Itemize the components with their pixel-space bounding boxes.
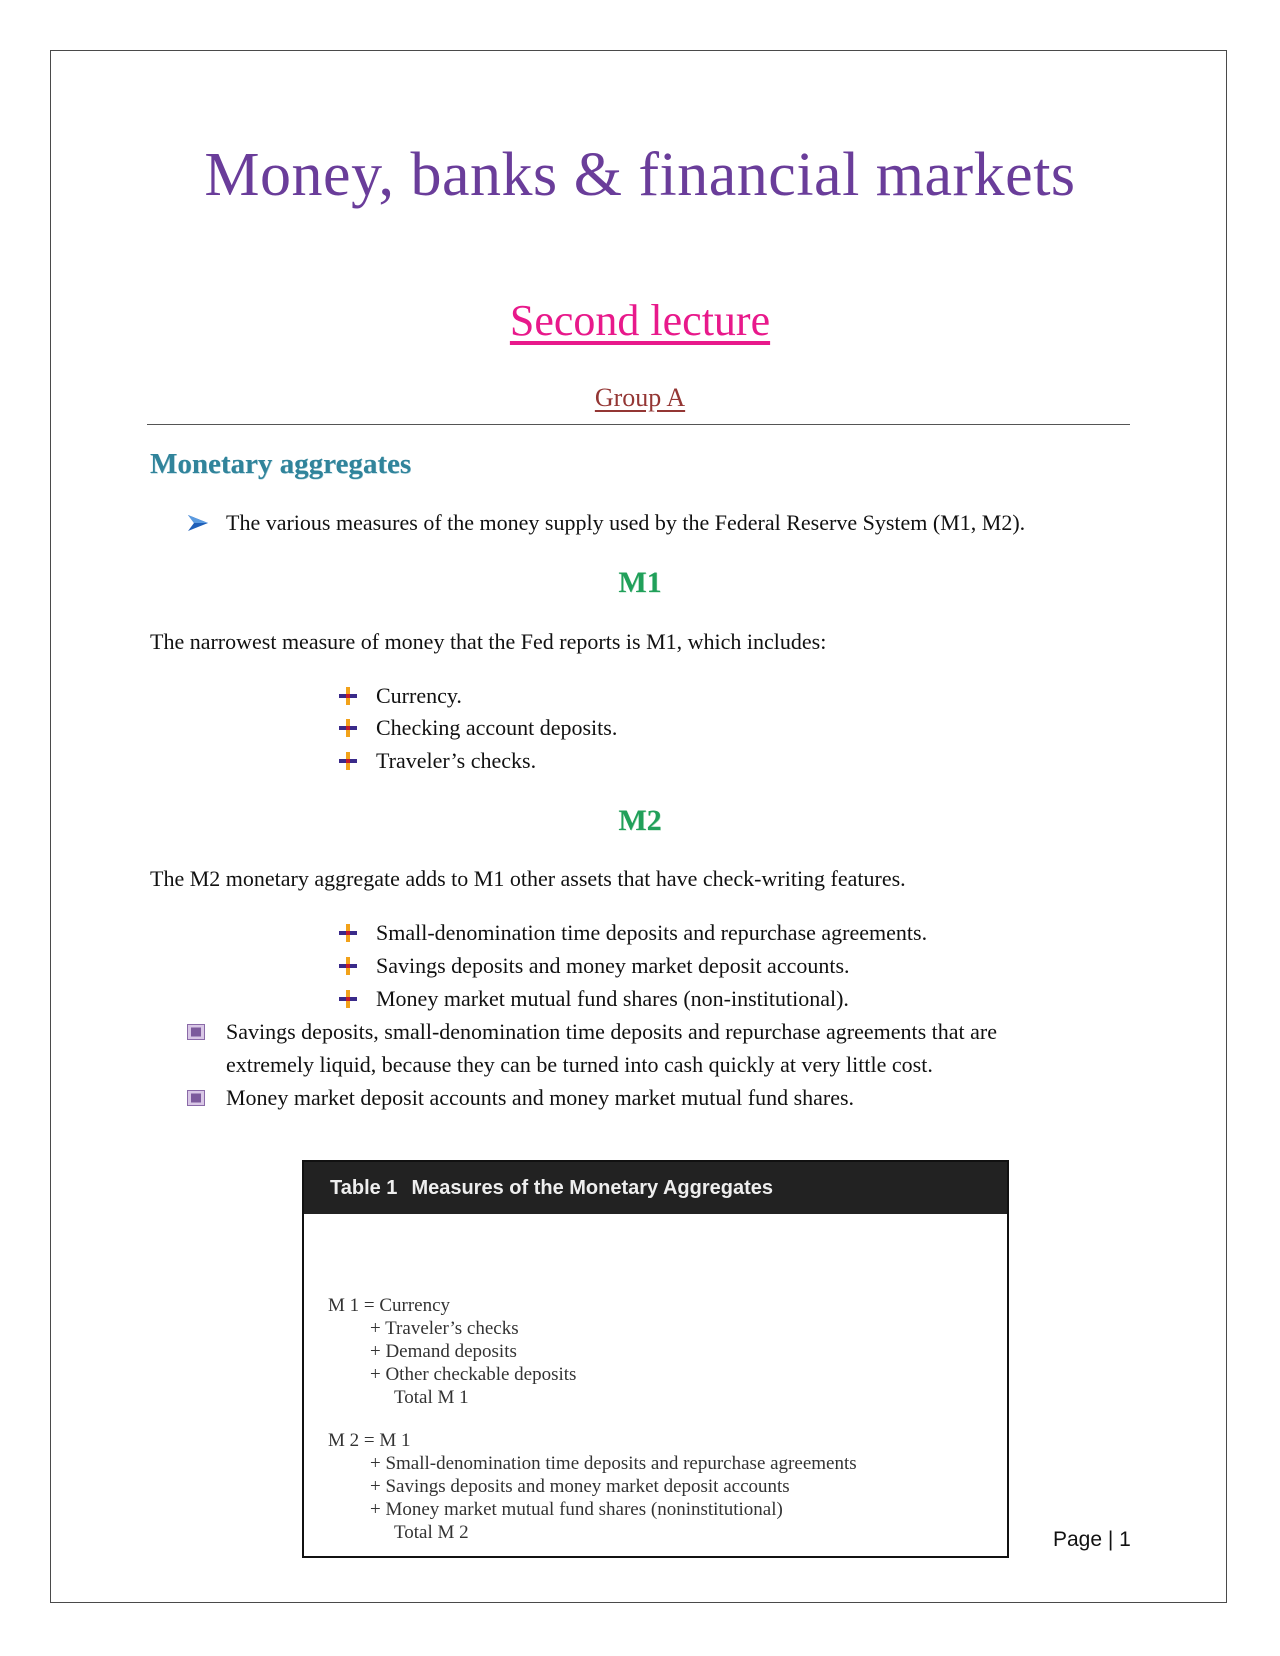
m1-item: Traveler’s checks. (376, 748, 537, 773)
m1-item: Checking account deposits. (376, 715, 618, 740)
group-label: Group A (594, 383, 686, 412)
m1-intro: The narrowest measure of money that the Fed reports is M1, which includes: (150, 629, 827, 654)
table-m2-line: + Money market mutual fund shares (noninstitutional) (370, 1499, 783, 1520)
square-bullet-icon (187, 1024, 205, 1040)
lecture-subtitle: Second lecture (509, 296, 771, 345)
plus-bullet-icon (338, 989, 358, 1009)
m2-item: Small-denomination time deposits and repurchase agreements. (376, 920, 928, 945)
section-heading-monetary-aggregates: Monetary aggregates (150, 448, 412, 480)
table-m2-line: Total M 2 (394, 1522, 469, 1543)
plus-bullet-icon (338, 751, 358, 771)
table-m2-line: M 2 = M 1 (328, 1430, 411, 1451)
square-bullet-icon (187, 1090, 205, 1106)
m2-note-line: extremely liquid, because they can be turned into cash quickly at very little cost. (226, 1052, 933, 1077)
table-m2-line: + Savings deposits and money market deposit accounts (370, 1476, 790, 1497)
m2-heading: M2 (618, 804, 662, 837)
page-number: Page | 1 (1053, 1528, 1131, 1551)
table-header (304, 1162, 1007, 1214)
table-m1-line: Total M 1 (394, 1387, 469, 1408)
m2-intro: The M2 monetary aggregate adds to M1 other assets that have check-writing features. (150, 866, 906, 891)
m2-item: Money market mutual fund shares (non-institutional). (376, 986, 849, 1011)
monetary-aggregates-table (302, 1160, 1009, 1558)
arrow-bullet-icon (187, 513, 209, 533)
m1-heading: M1 (618, 566, 662, 599)
table-m1-line: M 1 = Currency (328, 1295, 451, 1316)
plus-bullet-icon (338, 686, 358, 706)
table-m1-line: + Traveler’s checks (370, 1318, 519, 1339)
table-number: Table 1 (330, 1177, 398, 1199)
plus-bullet-icon (338, 923, 358, 943)
monetary-aggregates-bullet: The various measures of the money supply used by the Federal Reserve System (M1, M2). (226, 510, 1026, 535)
m2-item: Savings deposits and money market deposit accounts. (376, 953, 850, 978)
m2-note-line: Money market deposit accounts and money market mutual fund shares. (226, 1085, 855, 1110)
document-title: Money, banks & financial markets (204, 141, 1076, 209)
horizontal-rule (147, 424, 1130, 425)
table-m1-line: + Other checkable deposits (370, 1364, 577, 1385)
plus-bullet-icon (338, 718, 358, 738)
plus-bullet-icon (338, 956, 358, 976)
table-m2-line: + Small-denomination time deposits and repurchase agreements (370, 1453, 857, 1474)
table-title: Measures of the Monetary Aggregates (411, 1177, 774, 1199)
m1-item: Currency. (376, 683, 462, 708)
table-m1-line: + Demand deposits (370, 1341, 517, 1362)
m2-note-line: Savings deposits, small-denomination time deposits and repurchase agreements that are (226, 1019, 998, 1044)
